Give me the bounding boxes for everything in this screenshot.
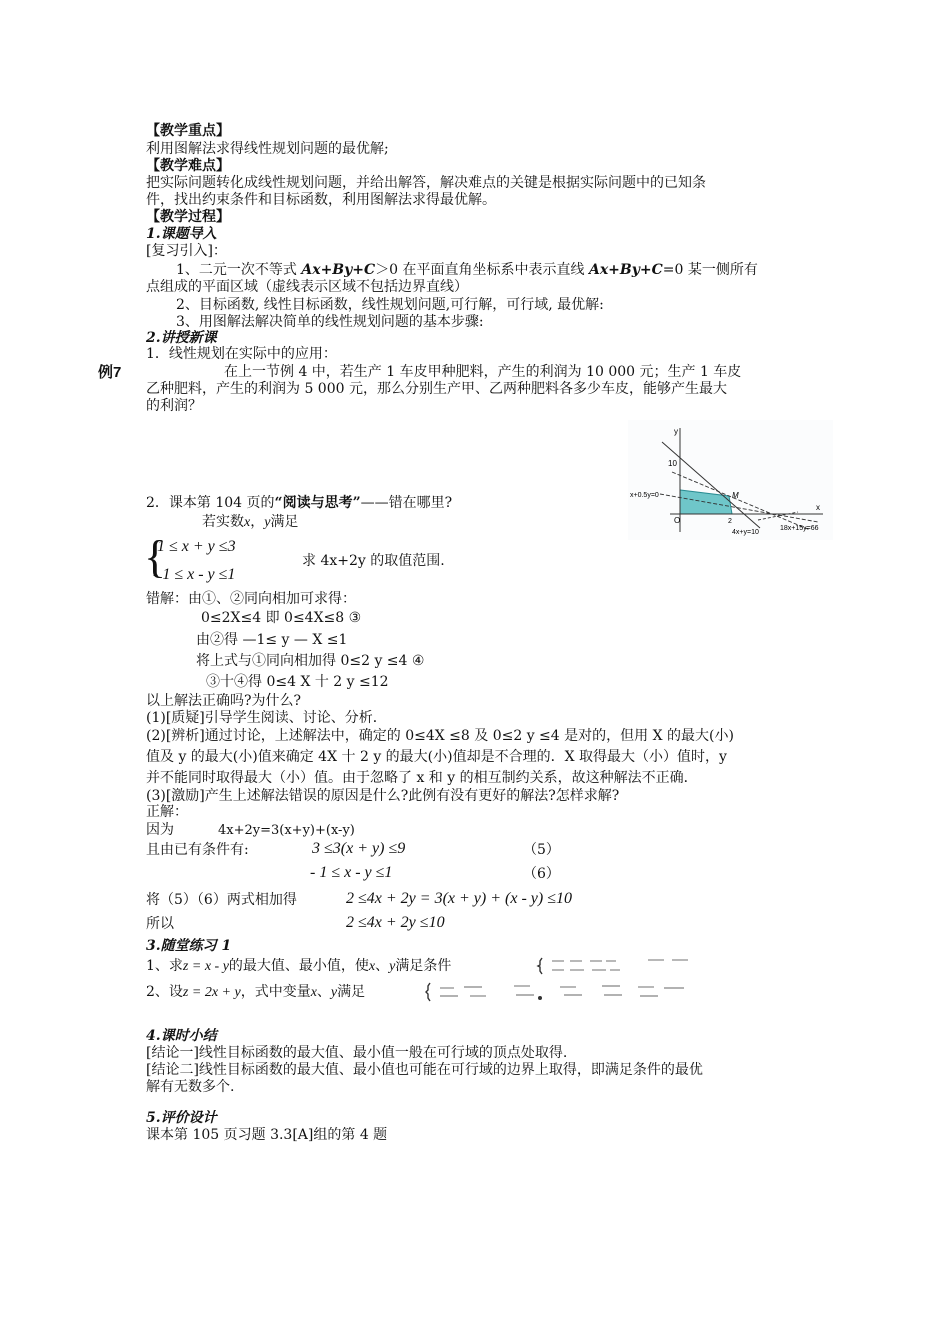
key-points-text: 利用图解法求得线性规划问题的最优解; bbox=[146, 141, 389, 157]
exercise-2-constraints-image bbox=[424, 980, 690, 1004]
wrong-step-1: 0≤2X≤4 即 0≤4X≤8 ③ bbox=[201, 610, 362, 626]
discussion-2-line-1: (2)[辨析]通过讨论，上述解法中，确定的 0≤4X ≤8 及 0≤2 y ≤4 是对的，但用 X 的最大(小) bbox=[146, 728, 734, 744]
review-1-part: =0 某一侧所有 bbox=[662, 262, 758, 278]
system-brace: { bbox=[144, 531, 167, 582]
system-ineq-1: 1 ≤ x + y ≤3 bbox=[157, 538, 236, 555]
review-item-1-cont: 点组成的平面区域（虚线表示区域不包括边界直线） bbox=[146, 279, 468, 295]
difficulties-line-1: 把实际问题转化成线性规划问题，并给出解答，解决难点的关键是根据实际问题中的已知条 bbox=[146, 175, 706, 191]
ex1-objective: z = x - y bbox=[182, 959, 229, 974]
reading-title-part: ——错在哪里? bbox=[360, 495, 453, 511]
review-item-1 bbox=[176, 262, 758, 279]
system-ineq-2: - 1 ≤ x - y ≤1 bbox=[153, 566, 236, 583]
ex2-part: ，式中变量 bbox=[240, 984, 311, 1000]
discussion-2-line-2: 值及 y 的最大(小)值来确定 4X 十 2 y 的最大(小)值却是不合理的．X 取得最大（小）值时，y bbox=[146, 749, 727, 765]
so-equation: 2 ≤4x + 2y ≤10 bbox=[346, 914, 445, 931]
difficulties-line-2: 件，找出约束条件和目标函数，利用图解法求得最优解。 bbox=[146, 192, 496, 208]
wrong-step-4: ③十④得 0≤4 X 十 2 y ≤12 bbox=[206, 674, 389, 690]
wrong-step-3: 将上式与①同向相加得 0≤2 y ≤4 ④ bbox=[196, 653, 425, 669]
eq-label-3: 18x+15y=66 bbox=[780, 525, 819, 532]
discussion-3: (3)[激励]产生上述解法错误的原因是什么?此例有没有更好的解法?怎样求解? bbox=[146, 788, 620, 804]
application-title: 1．线性规划在实际中的应用： bbox=[146, 346, 337, 362]
ex1-var-y: y bbox=[389, 959, 396, 974]
ex2-part: 2、设 bbox=[146, 984, 183, 1000]
wrong-step-2: 由②得 —1≤ y — X ≤1 bbox=[196, 632, 348, 648]
conclusion-2-line-1: [结论二]线性目标函数的最大值、最小值也可能在可行域的边界上取得，即满足条件的最优 bbox=[146, 1062, 703, 1078]
so-label: 所以 bbox=[146, 916, 174, 932]
point-m-label: M bbox=[732, 491, 739, 500]
conclusion-1: [结论一]线性目标函数的最大值、最小值一般在可行域的顶点处取得. bbox=[146, 1045, 568, 1061]
heading-intro: 1.课题导入 bbox=[146, 226, 217, 242]
example-label: 例7 bbox=[98, 364, 122, 381]
heading-new-lesson: 2.讲授新课 bbox=[146, 330, 217, 346]
given-sep: ， bbox=[250, 514, 265, 530]
example-line-1: 在上一节例 4 中，若生产 1 车皮甲种肥料，产生的利润为 10 000 元；生产 1 车皮 bbox=[224, 364, 742, 380]
review-1-part: ＞0 在平面直角坐标系中表示直线 bbox=[375, 262, 589, 278]
review-item-2: 2、目标函数, 线性目标函数，线性规划问题,可行解，可行域, 最优解: bbox=[176, 297, 604, 313]
reading-title bbox=[146, 495, 452, 512]
heading-summary: 4.课时小结 bbox=[146, 1028, 217, 1044]
review-label: [复习引入]： bbox=[146, 243, 227, 259]
label-5: （5） bbox=[523, 842, 560, 858]
exercise-1-constraints-image bbox=[536, 955, 692, 977]
ex1-part: 的最大值、最小值，使 bbox=[228, 958, 369, 974]
heading-key-points: 【教学重点】 bbox=[146, 123, 230, 139]
exercise-1 bbox=[146, 958, 451, 975]
var-x: x bbox=[244, 515, 251, 530]
add-equation: 2 ≤4x + 2y = 3(x + y) + (x - y) ≤10 bbox=[346, 890, 572, 907]
eq-label-1: x+0.5y=0 bbox=[630, 492, 659, 499]
ex2-objective: z = 2x + y bbox=[182, 985, 241, 1000]
heading-evaluation: 5.评价设计 bbox=[146, 1110, 217, 1126]
tick-10-label: 10 bbox=[668, 459, 677, 468]
correctness-question: 以上解法正确吗?为什么? bbox=[146, 693, 302, 709]
discussion-2-line-3: 并不能同时取得最大（小）值。由于忽略了 x 和 y 的相互制约关系，故这种解法不正确． bbox=[146, 770, 698, 786]
given-text: 若实数 bbox=[202, 514, 244, 530]
ex2-var-y: y bbox=[330, 985, 338, 1000]
because-label: 因为 bbox=[146, 822, 174, 838]
condition-label: 且由已有条件有: bbox=[146, 842, 249, 858]
given-end: 满足 bbox=[270, 514, 299, 530]
discussion-1: (1)[质疑]引导学生阅读、讨论、分析． bbox=[146, 710, 387, 726]
system-question: 求 4x+2y 的取值范围. bbox=[302, 553, 445, 569]
homework-text: 课本第 105 页习题 3.3[A]组的第 4 题 bbox=[146, 1127, 388, 1143]
example-line-3: 的利润？ bbox=[146, 398, 202, 414]
conclusion-2-line-2: 解有无数多个. bbox=[146, 1079, 235, 1095]
eq-label-2: 4x+y=10 bbox=[732, 529, 759, 536]
tick-2-label: 2 bbox=[728, 518, 732, 525]
ex1-sep: 、 bbox=[375, 958, 390, 974]
condition-ineq-6: - 1 ≤ x - y ≤1 bbox=[310, 864, 393, 881]
given-line bbox=[202, 514, 298, 531]
feasible-region-graph bbox=[628, 420, 833, 540]
x-axis-label: x bbox=[816, 503, 820, 512]
ex1-part: 1、求 bbox=[146, 958, 183, 974]
heading-process: 【教学过程】 bbox=[146, 209, 230, 225]
ex2-var-x: x bbox=[310, 985, 317, 1000]
review-1-part: 1、二元一次不等式 bbox=[176, 262, 302, 278]
heading-difficulties: 【教学难点】 bbox=[146, 158, 230, 174]
origin-label: O bbox=[674, 516, 681, 525]
y-axis-label: y bbox=[674, 427, 678, 436]
example-line-2: 乙种肥料，产生的利润为 5 000 元，那么分别生产甲、乙两种肥料各多少车皮，能够产生最大 bbox=[146, 381, 727, 397]
ex1-var-x: x bbox=[368, 959, 376, 974]
add-label: 将（5）（6）两式相加得 bbox=[146, 892, 297, 908]
ex2-part: 满足 bbox=[337, 984, 366, 1000]
var-y: y bbox=[264, 515, 271, 530]
exercise-2 bbox=[146, 984, 365, 1001]
reading-title-part: 2．课本第 104 页的 bbox=[146, 495, 275, 511]
label-6: （6） bbox=[523, 866, 560, 882]
because-equation: 4x+2y=3(x+y)+(x-y) bbox=[218, 823, 355, 838]
heading-practice: 3.随堂练习 1 bbox=[146, 938, 232, 954]
reading-title-bold: “阅读与思考” bbox=[274, 495, 361, 511]
review-item-3: 3、用图解法解决简单的线性规划问题的基本步骤: bbox=[176, 314, 484, 330]
correct-solution-title: 正解： bbox=[146, 804, 188, 820]
ex1-part: 满足条件 bbox=[395, 958, 452, 974]
condition-ineq-5: 3 ≤3(x + y) ≤9 bbox=[312, 840, 406, 857]
review-1-expr: Ax+By+C bbox=[301, 262, 376, 278]
review-1-expr: Ax+By+C bbox=[588, 262, 663, 278]
wrong-solution-title: 错解：由①、②同向相加可求得： bbox=[146, 591, 356, 607]
ex2-sep: 、 bbox=[316, 984, 331, 1000]
